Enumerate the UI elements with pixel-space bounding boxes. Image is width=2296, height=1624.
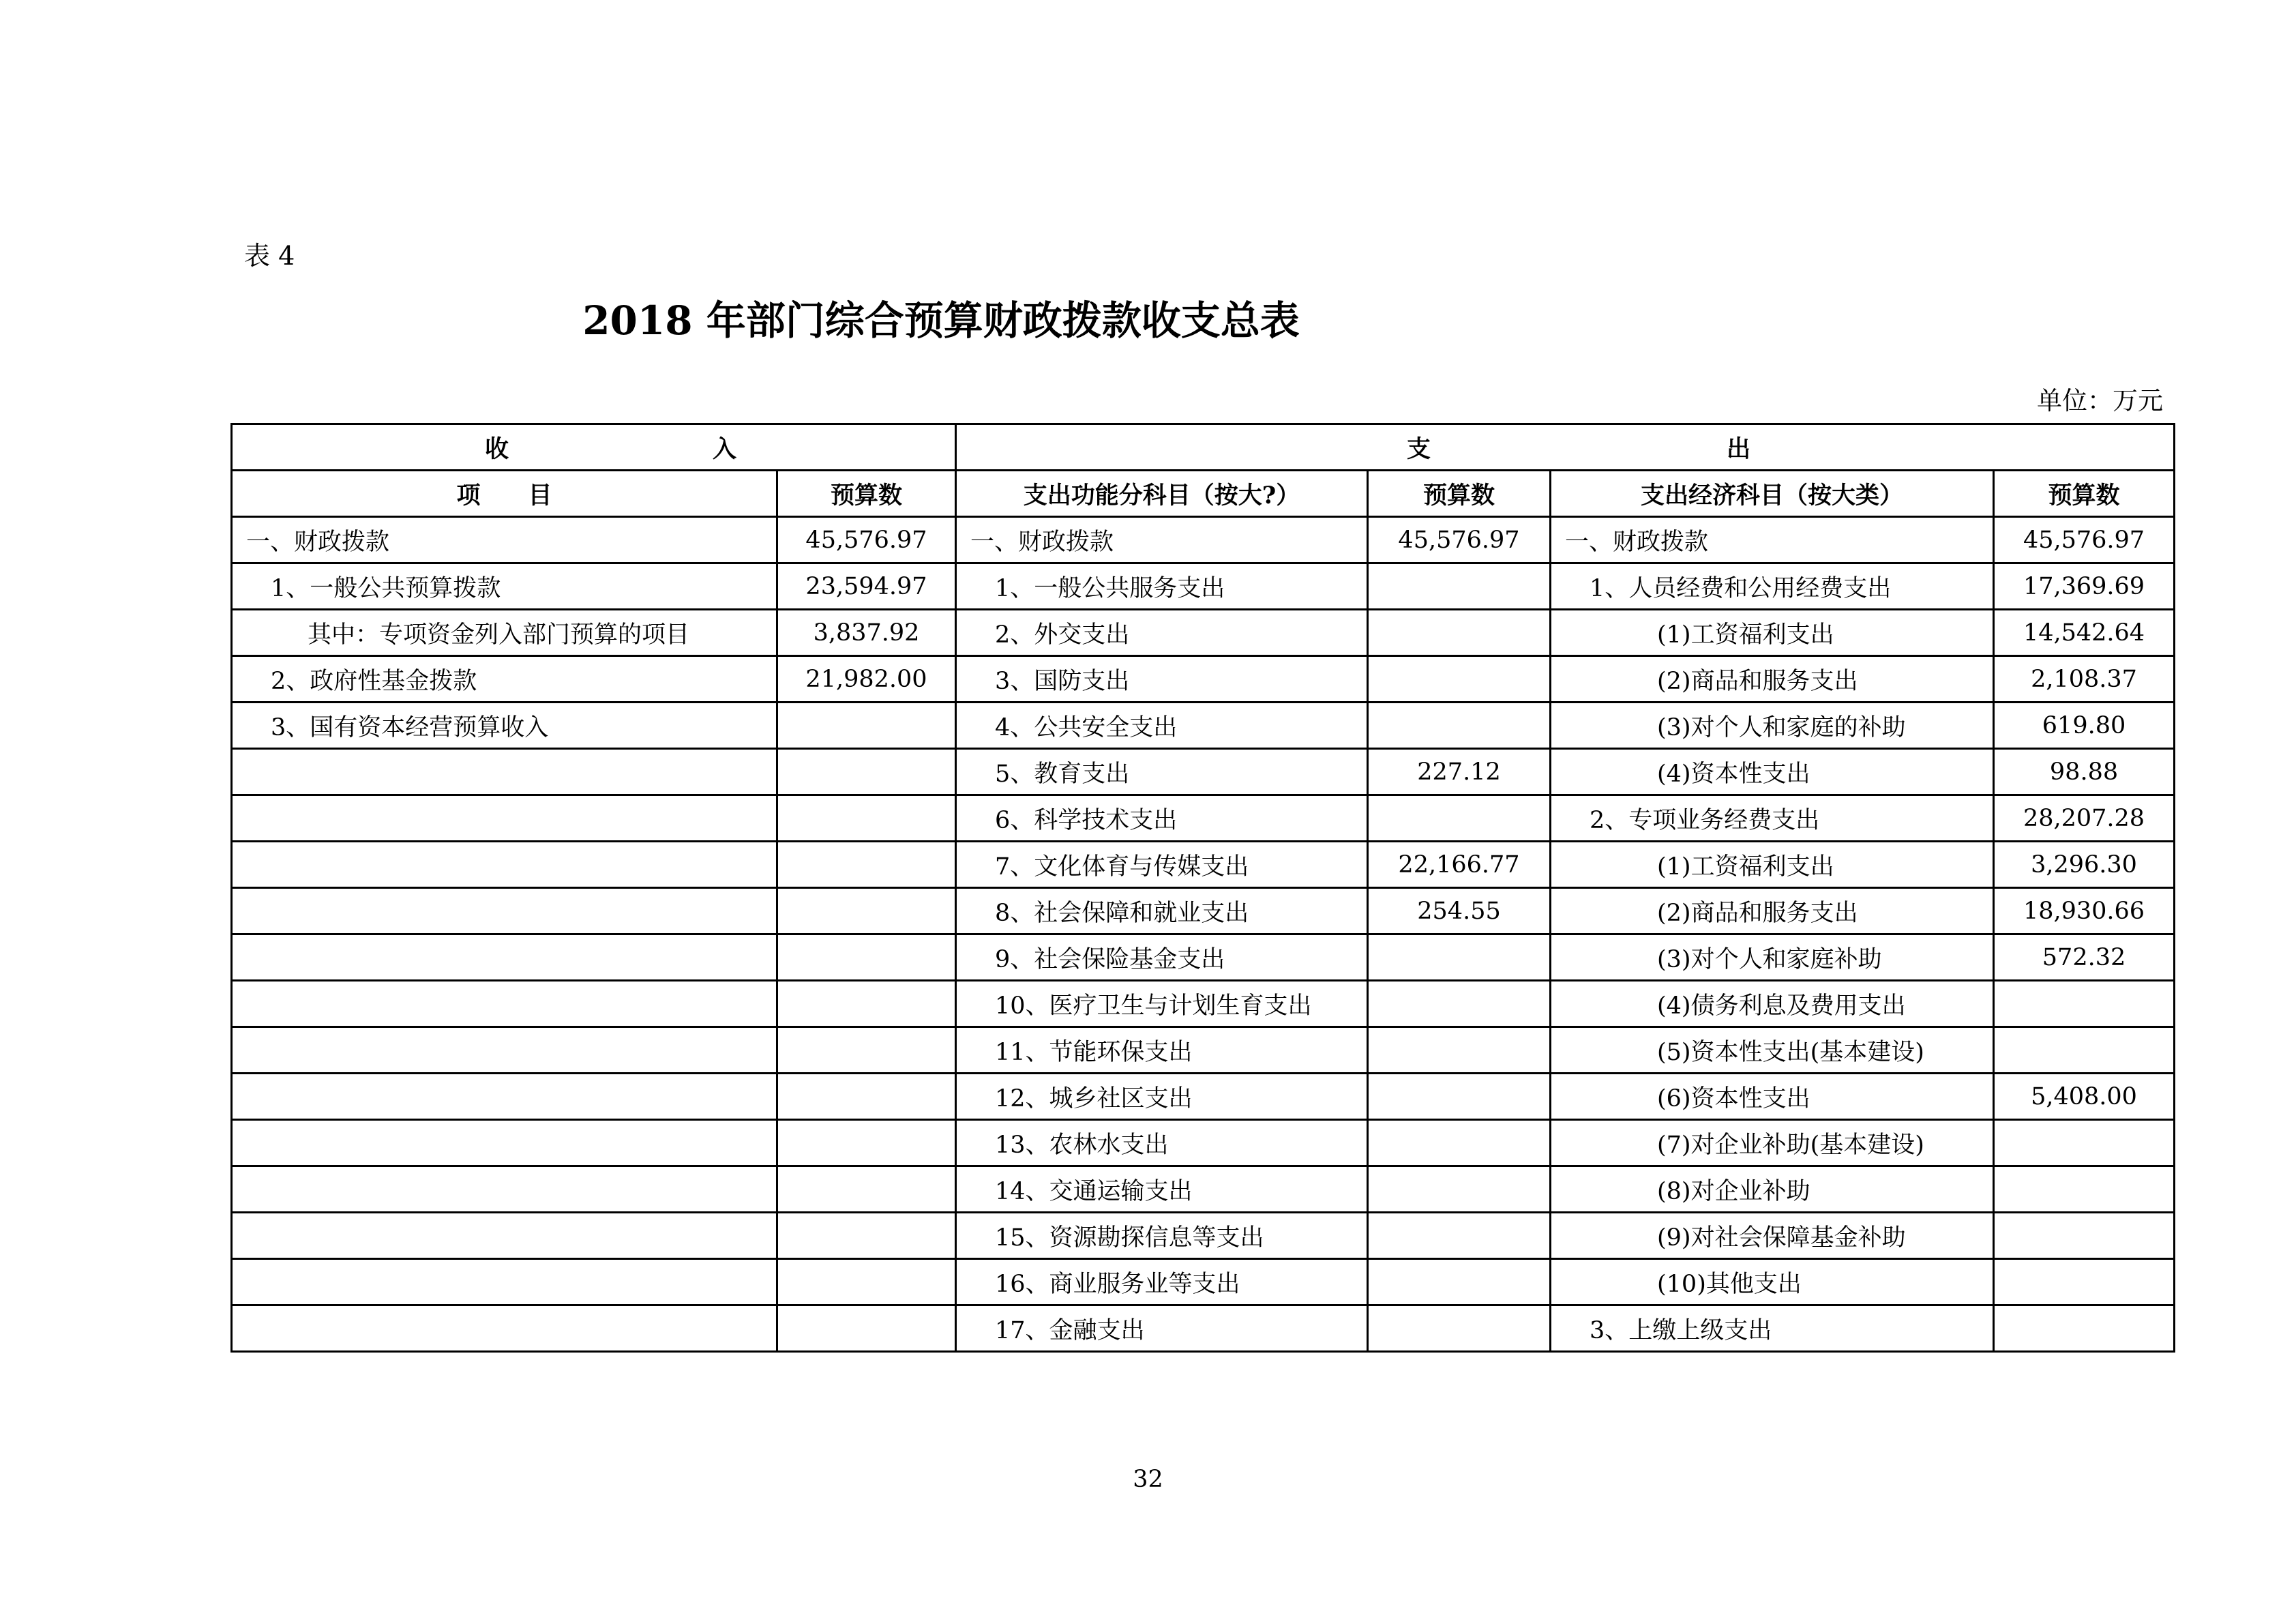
econ-budget-cell	[1994, 1305, 2175, 1352]
income-item-cell	[232, 1166, 777, 1213]
func-item-cell: 10、医疗卫生与计划生育支出	[956, 981, 1368, 1027]
table-row	[232, 1259, 2175, 1305]
func-item-cell: 5、教育支出	[956, 749, 1368, 795]
column-header-econ-item: 支出经济科目（按大类）	[1551, 471, 1994, 517]
section-header-row	[232, 424, 2175, 471]
func-item-cell: 4、公共安全支出	[956, 703, 1368, 749]
income-budget-cell	[777, 934, 956, 981]
column-header-func-item: 支出功能分科目（按大?）	[956, 471, 1368, 517]
func-budget-cell	[1368, 934, 1551, 981]
table-row	[232, 1074, 2175, 1120]
econ-item-cell: (2)商品和服务支出	[1551, 888, 1994, 934]
table-row	[232, 1166, 2175, 1213]
income-budget-cell	[777, 842, 956, 888]
income-item-cell	[232, 749, 777, 795]
func-budget-cell	[1368, 1120, 1551, 1166]
func-item-cell: 一、财政拨款	[956, 517, 1368, 563]
income-item-cell: 一、财政拨款	[232, 517, 777, 563]
income-budget-cell	[777, 981, 956, 1027]
econ-item-cell: 1、人员经费和公用经费支出	[1551, 563, 1994, 610]
econ-item-cell: (9)对社会保障基金补助	[1551, 1213, 1994, 1259]
table-row	[232, 934, 2175, 981]
income-section-header	[232, 424, 956, 471]
income-budget-cell: 21,982.00	[777, 656, 956, 703]
income-item-cell: 2、政府性基金拨款	[232, 656, 777, 703]
econ-budget-cell	[1994, 1027, 2175, 1074]
econ-budget-cell: 17,369.69	[1994, 563, 2175, 610]
table-row	[232, 888, 2175, 934]
income-item-cell	[232, 842, 777, 888]
econ-item-cell: (10)其他支出	[1551, 1259, 1994, 1305]
func-budget-cell	[1368, 703, 1551, 749]
income-budget-cell: 3,837.92	[777, 610, 956, 656]
func-item-cell: 11、节能环保支出	[956, 1027, 1368, 1074]
table-row	[232, 610, 2175, 656]
econ-item-cell: (3)对个人和家庭的补助	[1551, 703, 1994, 749]
table-row	[232, 1027, 2175, 1074]
econ-item-cell: (3)对个人和家庭补助	[1551, 934, 1994, 981]
table-row	[232, 703, 2175, 749]
econ-budget-cell: 98.88	[1994, 749, 2175, 795]
income-budget-cell	[777, 1305, 956, 1352]
income-item-cell	[232, 1305, 777, 1352]
income-budget-cell	[777, 1027, 956, 1074]
expense-header-char-2: 出	[1727, 434, 1751, 463]
econ-item-cell: (4)资本性支出	[1551, 749, 1994, 795]
econ-budget-cell: 28,207.28	[1994, 795, 2175, 842]
table-number: 表 4	[244, 241, 295, 271]
func-item-cell: 8、社会保障和就业支出	[956, 888, 1368, 934]
econ-budget-cell: 619.80	[1994, 703, 2175, 749]
func-budget-cell	[1368, 563, 1551, 610]
income-budget-cell	[777, 1213, 956, 1259]
income-budget-cell	[777, 1259, 956, 1305]
expense-section-header	[956, 424, 2175, 471]
econ-budget-cell	[1994, 1213, 2175, 1259]
column-header-econ-budget: 预算数	[1994, 471, 2175, 517]
econ-item-cell: 2、专项业务经费支出	[1551, 795, 1994, 842]
table-row	[232, 749, 2175, 795]
econ-item-cell: (2)商品和服务支出	[1551, 656, 1994, 703]
page-number: 32	[1133, 1466, 1163, 1493]
func-budget-cell	[1368, 1305, 1551, 1352]
income-budget-cell	[777, 1074, 956, 1120]
func-item-cell: 1、一般公共服务支出	[956, 563, 1368, 610]
income-header-char-1: 收	[485, 434, 509, 463]
income-budget-cell	[777, 795, 956, 842]
func-item-cell: 13、农林水支出	[956, 1120, 1368, 1166]
income-budget-cell	[777, 703, 956, 749]
func-budget-cell: 254.55	[1368, 888, 1551, 934]
econ-budget-cell: 5,408.00	[1994, 1074, 2175, 1120]
econ-item-cell: 一、财政拨款	[1551, 517, 1994, 563]
econ-item-cell: (5)资本性支出(基本建设)	[1551, 1027, 1994, 1074]
func-item-cell: 9、社会保险基金支出	[956, 934, 1368, 981]
column-header-row	[232, 471, 2175, 517]
func-budget-cell	[1368, 1027, 1551, 1074]
table-body	[232, 517, 2175, 1352]
income-item-cell	[232, 981, 777, 1027]
table-row	[232, 842, 2175, 888]
func-item-cell: 2、外交支出	[956, 610, 1368, 656]
column-header-income-item: 项 目	[232, 471, 777, 517]
func-budget-cell	[1368, 795, 1551, 842]
func-budget-cell	[1368, 1259, 1551, 1305]
income-item-cell	[232, 1074, 777, 1120]
expense-header-char-1: 支	[1407, 434, 1431, 463]
table-row	[232, 795, 2175, 842]
econ-item-cell: (4)债务利息及费用支出	[1551, 981, 1994, 1027]
unit-label: 单位：万元	[2037, 386, 2163, 415]
func-budget-cell: 22,166.77	[1368, 842, 1551, 888]
func-budget-cell: 45,576.97	[1368, 517, 1551, 563]
table-row	[232, 1120, 2175, 1166]
income-item-cell	[232, 888, 777, 934]
func-item-cell: 15、资源勘探信息等支出	[956, 1213, 1368, 1259]
func-budget-cell	[1368, 981, 1551, 1027]
table-row	[232, 517, 2175, 563]
econ-budget-cell: 14,542.64	[1994, 610, 2175, 656]
table-row	[232, 656, 2175, 703]
func-item-cell: 12、城乡社区支出	[956, 1074, 1368, 1120]
table-row	[232, 981, 2175, 1027]
table-row	[232, 563, 2175, 610]
income-budget-cell	[777, 1166, 956, 1213]
func-budget-cell: 227.12	[1368, 749, 1551, 795]
income-budget-cell	[777, 888, 956, 934]
econ-budget-cell: 45,576.97	[1994, 517, 2175, 563]
func-budget-cell	[1368, 1074, 1551, 1120]
func-item-cell: 6、科学技术支出	[956, 795, 1368, 842]
econ-budget-cell	[1994, 981, 2175, 1027]
econ-item-cell: (7)对企业补助(基本建设)	[1551, 1120, 1994, 1166]
econ-item-cell: (6)资本性支出	[1551, 1074, 1994, 1120]
func-item-cell: 16、商业服务业等支出	[956, 1259, 1368, 1305]
econ-budget-cell	[1994, 1259, 2175, 1305]
income-budget-cell: 23,594.97	[777, 563, 956, 610]
income-item-cell: 1、一般公共预算拨款	[232, 563, 777, 610]
income-item-cell: 其中：专项资金列入部门预算的项目	[232, 610, 777, 656]
income-item-cell	[232, 795, 777, 842]
income-item-cell: 3、国有资本经营预算收入	[232, 703, 777, 749]
budget-table	[230, 423, 2175, 1353]
income-item-cell	[232, 1259, 777, 1305]
econ-item-cell: (8)对企业补助	[1551, 1166, 1994, 1213]
income-header-char-2: 入	[712, 434, 736, 463]
income-budget-cell	[777, 749, 956, 795]
func-budget-cell	[1368, 610, 1551, 656]
econ-budget-cell	[1994, 1120, 2175, 1166]
income-budget-cell	[777, 1120, 956, 1166]
func-budget-cell	[1368, 1166, 1551, 1213]
func-item-cell: 14、交通运输支出	[956, 1166, 1368, 1213]
econ-budget-cell: 18,930.66	[1994, 888, 2175, 934]
func-item-cell: 3、国防支出	[956, 656, 1368, 703]
func-item-cell: 7、文化体育与传媒支出	[956, 842, 1368, 888]
income-item-cell	[232, 1027, 777, 1074]
page-title: 2018 年部门综合预算财政拨款收支总表	[582, 297, 1300, 344]
table-row	[232, 1305, 2175, 1352]
econ-budget-cell: 572.32	[1994, 934, 2175, 981]
econ-item-cell: (1)工资福利支出	[1551, 842, 1994, 888]
econ-item-cell: (1)工资福利支出	[1551, 610, 1994, 656]
income-item-cell	[232, 1213, 777, 1259]
econ-budget-cell: 2,108.37	[1994, 656, 2175, 703]
func-budget-cell	[1368, 1213, 1551, 1259]
column-header-income-budget: 预算数	[777, 471, 956, 517]
func-budget-cell	[1368, 656, 1551, 703]
econ-budget-cell	[1994, 1166, 2175, 1213]
econ-budget-cell: 3,296.30	[1994, 842, 2175, 888]
income-item-cell	[232, 934, 777, 981]
func-item-cell: 17、金融支出	[956, 1305, 1368, 1352]
column-header-func-budget: 预算数	[1368, 471, 1551, 517]
income-budget-cell: 45,576.97	[777, 517, 956, 563]
table-row	[232, 1213, 2175, 1259]
econ-item-cell: 3、上缴上级支出	[1551, 1305, 1994, 1352]
income-item-cell	[232, 1120, 777, 1166]
